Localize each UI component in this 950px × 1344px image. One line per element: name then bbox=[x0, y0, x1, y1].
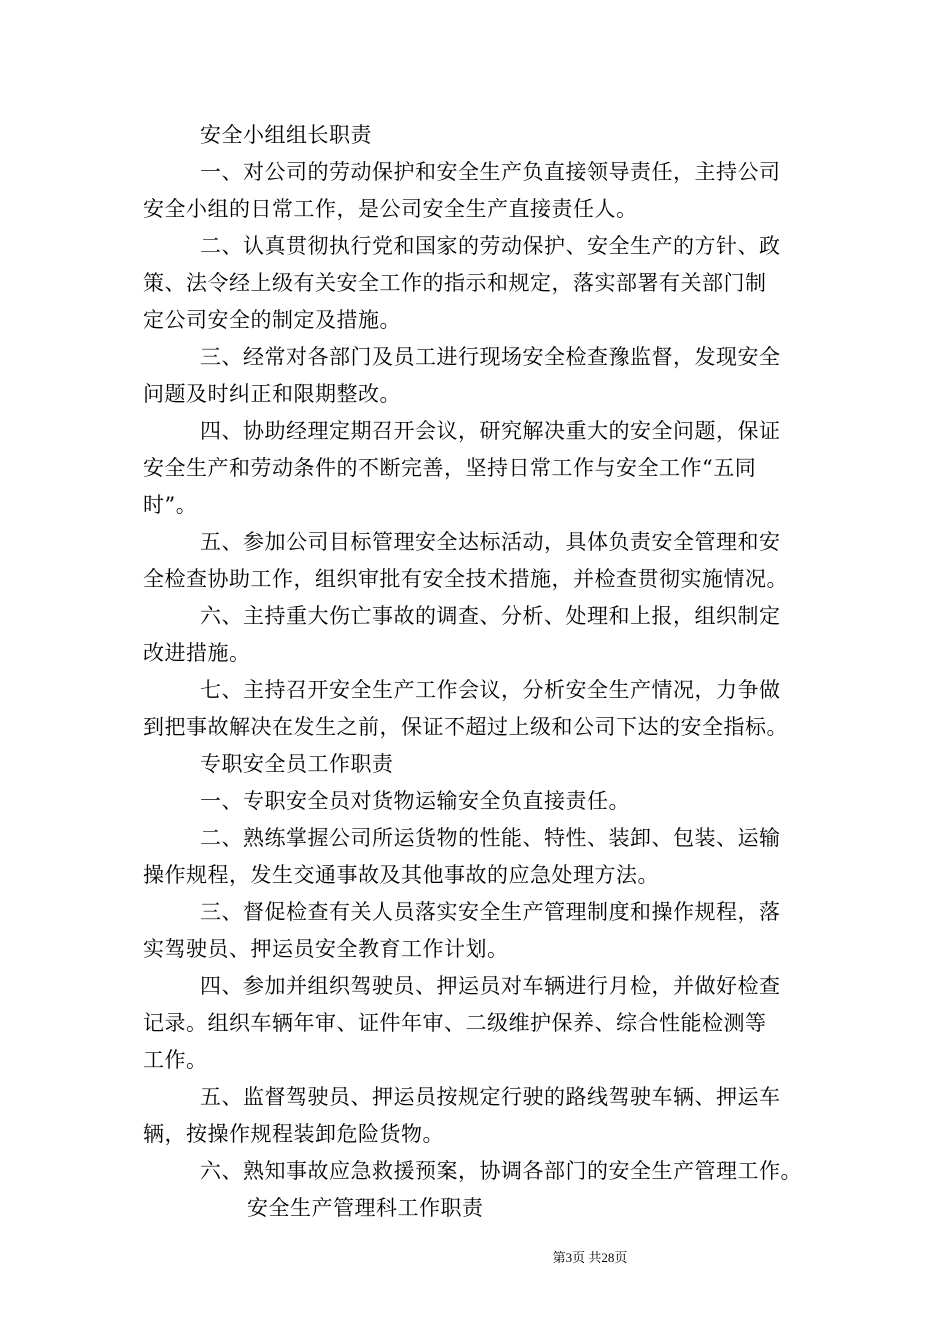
text-line: 到把事故解决在发生之前，保证不超过上级和公司下达的安全指标。 bbox=[143, 715, 788, 739]
footer-current-page: 3 bbox=[565, 1250, 573, 1265]
text-line: 四、参加并组织驾驶员、押运员对车辆进行月检，并做好检查 bbox=[200, 974, 781, 998]
text-line: 一、对公司的劳动保护和安全生产负直接领导责任，主持公司 bbox=[200, 160, 781, 184]
text-line: 六、主持重大伤亡事故的调查、分析、处理和上报，组织制定 bbox=[200, 604, 781, 628]
footer-suffix: 页 bbox=[614, 1250, 628, 1265]
text-line: 全检查协助工作，组织审批有安全技术措施，并检查贯彻实施情况。 bbox=[143, 567, 788, 591]
text-line: 定公司安全的制定及措施。 bbox=[143, 308, 401, 332]
text-line: 辆，按操作规程装卸危险货物。 bbox=[143, 1122, 444, 1146]
text-line: 安全生产和劳动条件的不断完善，坚持日常工作与安全工作“五同 bbox=[143, 456, 757, 480]
footer-middle: 页 共 bbox=[572, 1250, 602, 1265]
text-line: 改进措施。 bbox=[143, 641, 251, 665]
text-line: 工作。 bbox=[143, 1048, 208, 1072]
text-line: 问题及时纠正和限期整改。 bbox=[143, 382, 401, 406]
text-line: 专职安全员工作职责 bbox=[200, 752, 394, 776]
page-footer bbox=[0, 1249, 950, 1268]
text-line: 五、监督驾驶员、押运员按规定行驶的路线驾驶车辆、押运车 bbox=[200, 1085, 781, 1109]
text-line: 安全小组的日常工作，是公司安全生产直接责任人。 bbox=[143, 197, 638, 221]
footer-total-pages: 28 bbox=[601, 1250, 615, 1265]
text-line: 时”。 bbox=[143, 493, 198, 517]
text-line: 记录。组织车辆年审、证件年审、二级维护保养、综合性能检测等 bbox=[143, 1011, 767, 1035]
text-line: 操作规程，发生交通事故及其他事故的应急处理方法。 bbox=[143, 863, 659, 887]
text-line: 四、协助经理定期召开会议，研究解决重大的安全问题，保证 bbox=[200, 419, 781, 443]
text-line: 三、经常对各部门及员工进行现场安全检查豫监督，发现安全 bbox=[200, 345, 781, 369]
text-line: 实驾驶员、押运员安全教育工作计划。 bbox=[143, 937, 509, 961]
text-line: 三、督促检查有关人员落实安全生产管理制度和操作规程，落 bbox=[200, 900, 781, 924]
text-line: 安全生产管理科工作职责 bbox=[247, 1196, 484, 1220]
document-body bbox=[143, 117, 808, 1227]
footer-prefix: 第 bbox=[552, 1250, 566, 1265]
text-line: 六、熟知事故应急救援预案，协调各部门的安全生产管理工作。 bbox=[200, 1159, 802, 1183]
text-line: 一、专职安全员对货物运输安全负直接责任。 bbox=[200, 789, 630, 813]
text-line: 策、法令经上级有关安全工作的指示和规定，落实部署有关部门制 bbox=[143, 271, 767, 295]
text-line: 二、熟练掌握公司所运货物的性能、特性、装卸、包装、运输 bbox=[200, 826, 781, 850]
text-line: 七、主持召开安全生产工作会议，分析安全生产情况，力争做 bbox=[200, 678, 781, 702]
text-line: 安全小组组长职责 bbox=[200, 123, 372, 147]
text-line: 二、认真贯彻执行党和国家的劳动保护、安全生产的方针、政 bbox=[200, 234, 781, 258]
text-line: 五、参加公司目标管理安全达标活动，具体负责安全管理和安 bbox=[200, 530, 781, 554]
